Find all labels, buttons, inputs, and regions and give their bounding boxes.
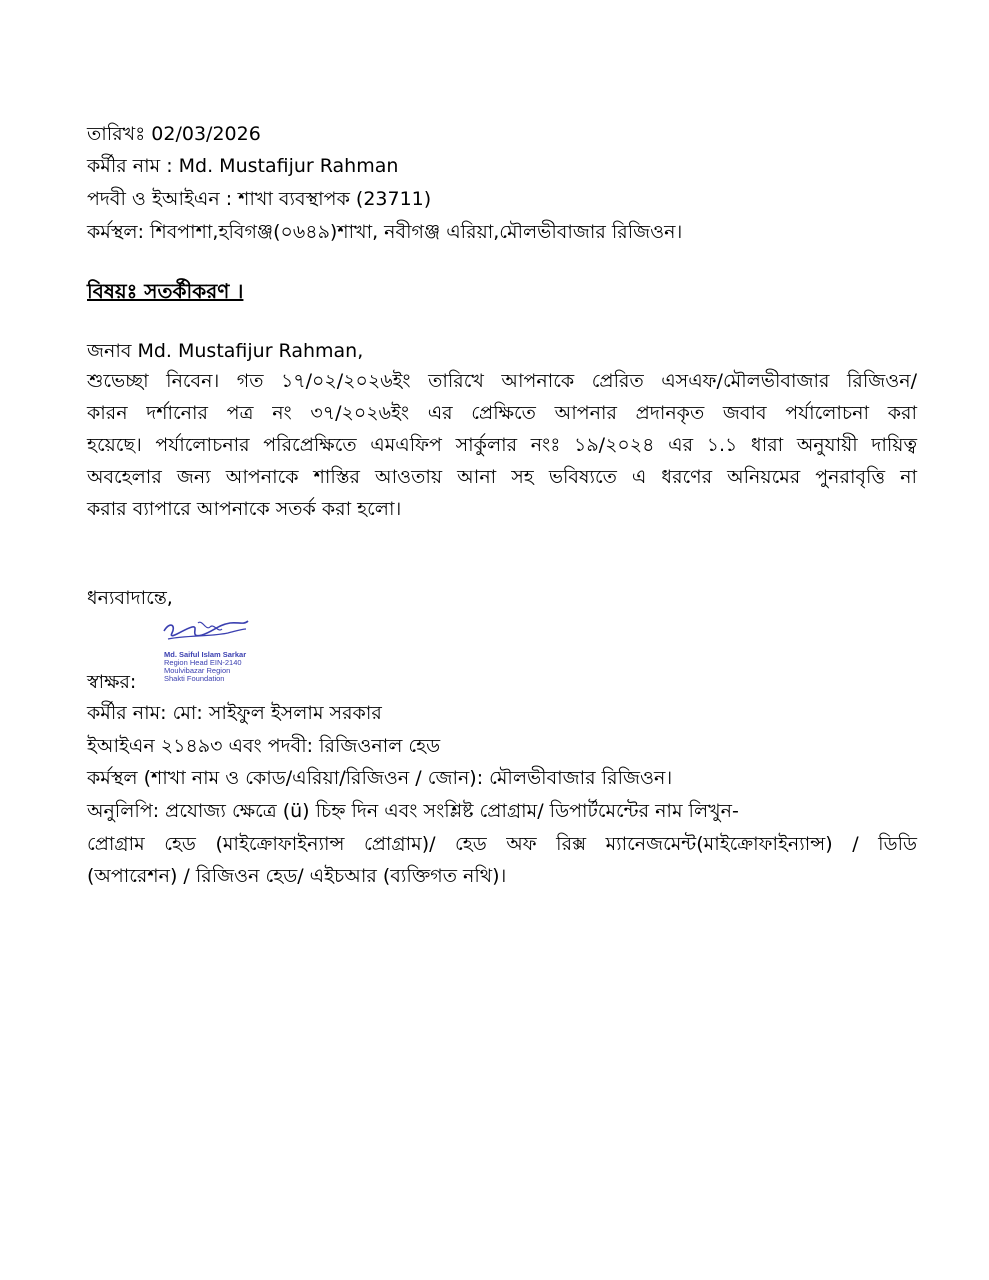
salutation: জনাব Md. Mustafijur Rahman,: [87, 340, 364, 362]
body-line: হয়েছে। পর্যালোচনার পরিপ্রেক্ষিতে এমএফিপ সার্কুলার নংঃ ১৯/২০২৪ এর ১.১ ধারা অনুযায়ী দায়িত্ব: [87, 434, 917, 456]
signature-label: স্বাক্ষর:: [87, 671, 137, 693]
signatory-name: কর্মীর নাম: মো: সাইফুল ইসলাম সরকার: [87, 702, 382, 724]
employee-name: কর্মীর নাম : Md. Mustafijur Rahman: [87, 155, 399, 177]
body-line: শুভেচ্ছা নিবেন। গত ১৭/০২/২০২৬ইং তারিখে আপনাকে প্রেরিত এসএফ/মৌলভীবাজার রিজিওন/: [87, 370, 917, 392]
signature-stamp: [158, 617, 254, 683]
body-line: করার ব্যাপারে আপনাকে সতর্ক করা হলো।: [87, 498, 402, 520]
employee-workplace: কর্মস্থল: শিবপাশা,হবিগঞ্জ(০৬৪৯)শাখা, নবীগঞ্জ এরিয়া,মৌলভীবাজার রিজিওন।: [87, 221, 683, 243]
body-line: কারন দর্শানোর পত্র নং ৩৭/২০২৬ইং এর প্রেক্ষিতে আপনার প্রদানকৃত জবাব পর্যালোচনা করা: [87, 402, 917, 424]
stamp-organization: Shakti Foundation: [164, 674, 225, 683]
closing: ধন্যবাদান্তে,: [87, 587, 173, 609]
signatory-workplace: কর্মস্থল (শাখা নাম ও কোড/এরিয়া/রিজিওন / জোন): মৌলভীবাজার রিজিওন।: [87, 767, 673, 789]
stamp-name: Md. Saiful Islam Sarkar: [164, 650, 247, 659]
copy-line: প্রোগ্রাম হেড (মাইক্রোফাইন্যান্স প্রোগ্রাম)/ হেড অফ রিক্স ম্যানেজমেন্ট(মাইক্রোফাইন্যান্স) / ডিডি: [87, 833, 917, 855]
letter-subject: বিষয়ঃ সতর্কীকরণ ।: [87, 279, 244, 303]
stamp-region: Moulvibazar Region: [164, 666, 231, 675]
copy-line: অনুলিপি: প্রযোজ্য ক্ষেত্রে (ü) চিহ্ন দিন এবং সংশ্লিষ্ট প্রোগ্রাম/ ডিপার্টমেন্টের নাম লিখুন-: [87, 800, 739, 822]
body-line: অবহেলার জন্য আপনাকে শাস্তির আওতায় আনা সহ ভবিষ্যতে এ ধরণের অনিয়মের পুনরাবৃত্তি না: [87, 466, 917, 488]
employee-designation: পদবী ও ইআইএন : শাখা ব্যবস্থাপক (23711): [87, 188, 432, 210]
copy-line: (অপারেশন) / রিজিওন হেড/ এইচআর (ব্যক্তিগত নথি)।: [87, 865, 507, 887]
signatory-ein: ইআইএন ২১৪৯৩ এবং পদবী: রিজিওনাল হেড: [87, 735, 441, 757]
stamp-title: Region Head EIN-2140: [164, 658, 242, 667]
letter-date: তারিখঃ 02/03/2026: [87, 123, 261, 145]
